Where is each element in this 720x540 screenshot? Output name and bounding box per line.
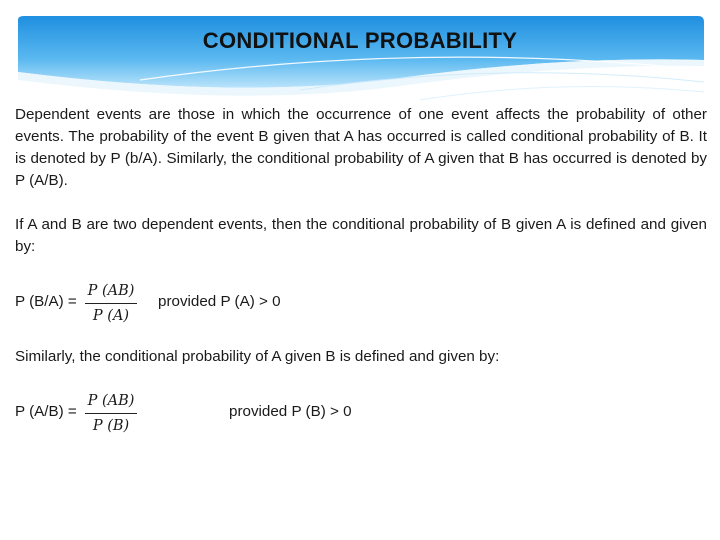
fraction-denominator: P (A) [92, 308, 130, 324]
fraction [81, 390, 141, 437]
fraction-denominator: P (B) [92, 418, 130, 434]
fraction-numerator: P (AB) [87, 393, 135, 409]
formula-lhs: P (B/A) = [15, 293, 77, 310]
formula-condition: provided P (A) > 0 [158, 293, 281, 310]
similarly-paragraph: Similarly, the conditional probability of A given B is defined and given by: [15, 348, 500, 365]
formula-lhs: P (A/B) = [15, 403, 77, 420]
fraction-bar [85, 413, 137, 414]
dependent-events-paragraph: If A and B are two dependent events, then the conditional probability of B given A is defined and given by: [15, 216, 707, 255]
fraction [81, 280, 141, 327]
formula-a-given-b [15, 390, 707, 438]
definition-paragraph: Dependent events are those in which the occurrence of one event affects the probability of other events. The probability of the event B given that A has occurred is called conditional probability of B. It is denoted by P (b/A). Similarly, the conditional probability of A given that B has occurred is denoted by P (A/B). [15, 106, 707, 189]
title-banner [0, 0, 720, 115]
formula-condition: provided P (B) > 0 [229, 403, 352, 420]
fraction-bar [85, 303, 137, 304]
formula-b-given-a [15, 280, 707, 328]
fraction-numerator: P (AB) [87, 283, 135, 299]
page-title: CONDITIONAL PROBABILITY [202, 28, 518, 53]
